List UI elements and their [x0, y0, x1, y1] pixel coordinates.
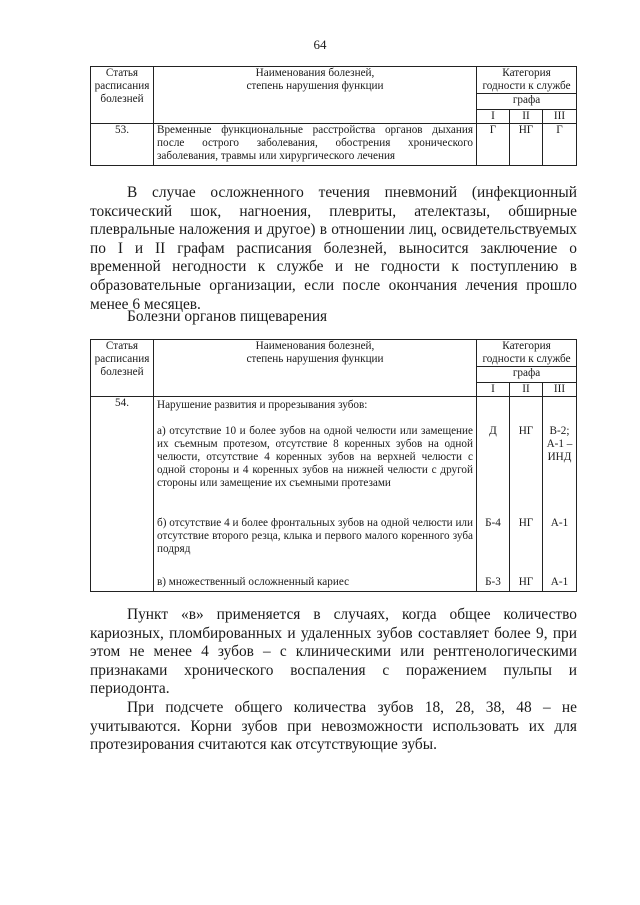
- item-a-text: а) отсутствие 10 и более зубов на одной челюсти или замещение их съемным протезом, отсутствие 8 коренных зубов на одной челюсти, отсутствие 4 коренных зубов на верхней челюсти с одной стороны и 4 коренных зубов на нижней челюсти с другой стороны или замещение их съемными протезами: [157, 425, 473, 489]
- header-col-2: II: [510, 383, 543, 397]
- header-name-line: Наименования болезней,: [255, 340, 375, 352]
- article-number: 54.: [91, 397, 154, 592]
- schedule-table-digestive: [90, 339, 577, 592]
- item-a-grafa-3: В-2; А-1 – ИНД: [546, 425, 573, 463]
- item-b-grafa-2: НГ: [518, 517, 534, 529]
- grafa-1-values: [477, 397, 510, 592]
- grafa-3-value: Г: [543, 124, 577, 166]
- header-name-line: Наименования болезней,: [255, 67, 375, 79]
- header-category: [477, 340, 577, 367]
- article-number: 53.: [91, 124, 154, 166]
- header-category: [477, 67, 577, 94]
- header-category-line: годности к службе: [482, 353, 571, 365]
- item-c-grafa-3: А-1: [550, 576, 569, 588]
- header-article: [91, 67, 154, 124]
- header-article-line: Статья: [105, 340, 139, 352]
- header-article-line: болезней: [100, 93, 144, 105]
- header-col-3: III: [543, 383, 577, 397]
- item-c-grafa-2: НГ: [518, 576, 534, 588]
- header-disease-name: [154, 340, 477, 397]
- item-c-grafa-1: Б-3: [485, 576, 501, 588]
- header-article-line: болезней: [100, 366, 144, 378]
- disease-description: [154, 397, 477, 592]
- disease-title: Нарушение развития и прорезывания зубов:: [157, 399, 368, 411]
- item-a-grafa-2: НГ: [518, 425, 534, 437]
- header-category-line: Категория: [502, 67, 551, 79]
- section-heading: Болезни органов пищеварения: [127, 308, 328, 325]
- header-category-line: годности к службе: [482, 80, 571, 92]
- header-article: [91, 340, 154, 397]
- header-article-line: расписания: [94, 353, 150, 365]
- header-col-1: I: [477, 110, 510, 124]
- header-grafa: графа: [477, 367, 577, 383]
- item-a-grafa-1: Д: [489, 425, 497, 437]
- schedule-table-respiratory: [90, 66, 577, 166]
- item-b-text: б) отсутствие 4 и более фронтальных зубов на одной челюсти или отсутствие второго резца, клыка и первого малого коренного зуба подряд: [157, 517, 473, 555]
- pneumonia-paragraph: [90, 184, 577, 314]
- item-b-grafa-3: А-1: [550, 517, 569, 529]
- caries-notes: [90, 606, 577, 755]
- item-b-grafa-1: Б-4: [485, 517, 501, 529]
- grafa-2-value: НГ: [510, 124, 543, 166]
- table-row: [91, 124, 577, 166]
- paragraph-text: В случае осложненного течения пневмоний (инфекционный токсический шок, нагноения, плевриты, ателектазы, обширные плевральные наложения и другое) в отношении лиц, освидетельствуемых по I и II графам расписания болезней, выносится заключение о временной негодности к службе и не годности к поступлению в образовательные организации, если после окончания лечения прошло менее 6 месяцев.: [90, 184, 577, 313]
- disease-description: Временные функциональные расстройства органов дыхания после острого заболевания, обострения хронического заболевания, травмы или хирургического лечения: [154, 124, 477, 166]
- page-number: 64: [313, 37, 327, 52]
- header-disease-name: [154, 67, 477, 124]
- header-article-line: Статья: [105, 67, 139, 79]
- table-row: [91, 397, 577, 592]
- header-col-2: II: [510, 110, 543, 124]
- header-article-line: расписания: [94, 80, 150, 92]
- paragraph-text: При подсчете общего количества зубов 18, 28, 38, 48 – не учитываются. Корни зубов при невозможности использовать их для протезирования считаются как отсутствующие зубы.: [90, 698, 577, 754]
- grafa-3-values: [543, 397, 577, 592]
- header-col-3: III: [543, 110, 577, 124]
- header-name-line: степень нарушения функции: [246, 353, 384, 365]
- grafa-2-values: [510, 397, 543, 592]
- header-col-1: I: [477, 383, 510, 397]
- header-name-line: степень нарушения функции: [246, 80, 384, 92]
- paragraph-text: Пункт «в» применяется в случаях, когда общее количество кариозных, пломбированных и удаленных зубов составляет более 9, при этом не менее 4 зубов – с клиническими или рентгенологическими признаками хронического воспаления с поражением пульпы и периодонта.: [90, 606, 577, 698]
- header-grafa: графа: [477, 94, 577, 110]
- header-category-line: Категория: [502, 340, 551, 352]
- item-c-text: в) множественный осложненный кариес: [157, 576, 350, 588]
- grafa-1-value: Г: [477, 124, 510, 166]
